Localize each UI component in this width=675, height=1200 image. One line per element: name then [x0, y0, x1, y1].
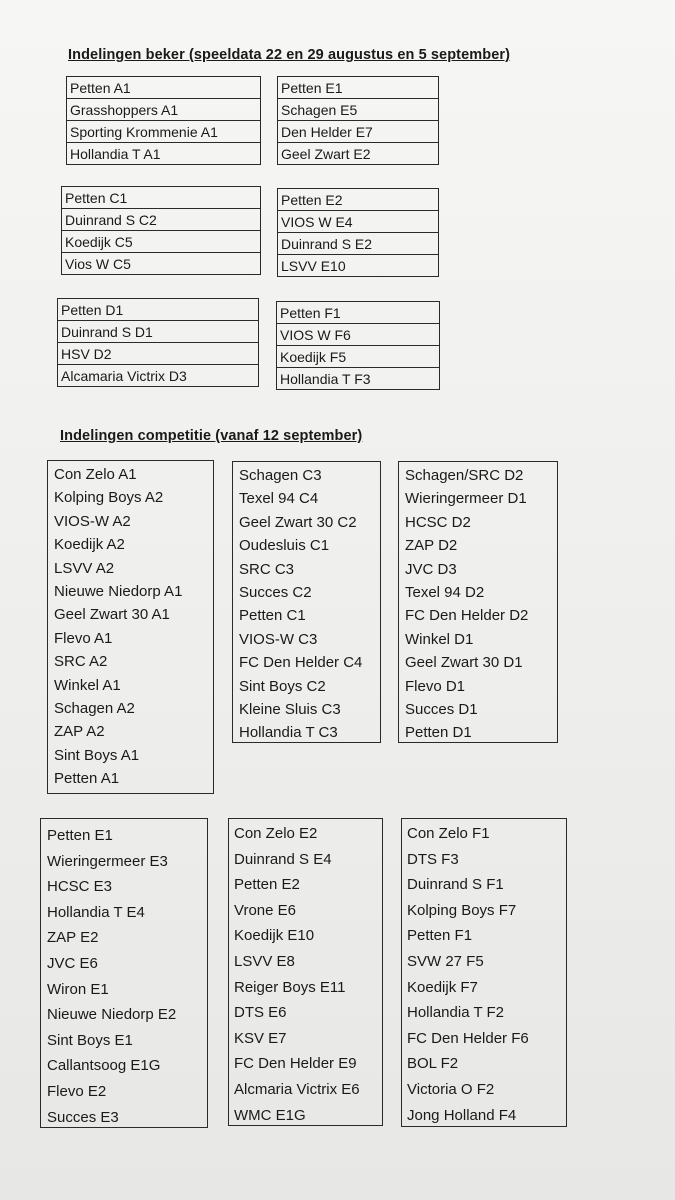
competitie-group-d — [398, 461, 558, 743]
team-name: DTS E6 — [234, 1004, 287, 1022]
team-name: Petten F1 — [277, 302, 440, 324]
team-row — [67, 77, 261, 99]
team-row — [278, 233, 439, 255]
team-name: Schagen C3 — [239, 467, 322, 484]
team-name: Vios W C5 — [62, 253, 261, 275]
team-name: VIOS W F6 — [277, 324, 440, 346]
team-name: Koedijk A2 — [54, 536, 125, 554]
team-name: Flevo D1 — [405, 677, 466, 695]
team-name: Petten D1 — [405, 724, 472, 742]
team-name: Koedijk C5 — [62, 231, 261, 253]
team-name: Sint Boys E1 — [47, 1031, 133, 1049]
team-name: HCSC D2 — [405, 513, 471, 531]
team-name: Kleine Sluis C3 — [239, 701, 341, 719]
team-name: Geel Zwart 30 D1 — [405, 654, 523, 672]
team-name: Jong Holland F4 — [407, 1106, 517, 1124]
team-name: Succes D1 — [405, 701, 478, 719]
team-name: Flevo E2 — [47, 1082, 107, 1100]
team-row — [278, 255, 439, 277]
team-name: Winkel A1 — [54, 676, 121, 694]
team-name: Nieuwe Niedorp A1 — [54, 583, 183, 601]
team-name: LSVV E8 — [234, 952, 295, 970]
team-name: Wiron E1 — [47, 980, 109, 998]
team-row — [58, 343, 259, 365]
team-name: FC Den Helder D2 — [405, 607, 529, 625]
team-row — [277, 302, 440, 324]
beker-group-1 — [66, 76, 261, 165]
team-name: Petten E2 — [278, 189, 439, 211]
team-name: Schagen A2 — [54, 700, 135, 718]
team-name: Victoria O F2 — [407, 1080, 495, 1098]
team-name: Hollandia T F3 — [277, 368, 440, 390]
team-name: LSVV A2 — [54, 559, 115, 577]
competitie-group-e2 — [228, 818, 383, 1126]
team-row — [67, 121, 261, 143]
team-name: DTS F3 — [407, 850, 459, 868]
team-name: Duinrand S C2 — [62, 209, 261, 231]
heading-beker: Indelingen beker (speeldata 22 en 29 augustus en 5 september) — [68, 47, 511, 63]
team-name: Hollandia T E4 — [47, 903, 145, 921]
team-name: Kolping Boys A2 — [54, 489, 164, 507]
team-name: Petten E1 — [47, 827, 113, 844]
beker-group-6 — [276, 301, 440, 390]
team-name: Sint Boys C2 — [239, 677, 326, 695]
competitie-group-f — [401, 818, 567, 1127]
team-row — [62, 187, 261, 209]
team-name: Koedijk F5 — [277, 346, 440, 368]
team-name: FC Den Helder C4 — [239, 654, 363, 672]
team-row — [58, 299, 259, 321]
team-name: Texel 94 C4 — [239, 490, 319, 508]
team-name: Geel Zwart 30 A1 — [54, 606, 170, 624]
team-row — [278, 189, 439, 211]
team-name: BOL F2 — [407, 1055, 459, 1073]
team-row — [278, 211, 439, 233]
team-name: Con Zelo F1 — [407, 825, 490, 842]
team-name: JVC E6 — [47, 954, 98, 972]
beker-group-3 — [61, 186, 261, 275]
team-name: SRC A2 — [54, 653, 108, 671]
team-name: Flevo A1 — [54, 629, 113, 647]
team-row — [62, 209, 261, 231]
beker-group-4 — [277, 188, 439, 277]
team-name: Hollandia T C3 — [239, 724, 338, 742]
competitie-group-c — [232, 461, 381, 743]
team-row — [278, 99, 439, 121]
team-name: Koedijk E10 — [234, 927, 315, 945]
team-name: Wieringermeer D1 — [405, 490, 527, 508]
heading-competitie: Indelingen competitie (vanaf 12 september) — [60, 428, 363, 444]
team-name: WMC E1G — [234, 1106, 306, 1124]
team-name: JVC D3 — [405, 560, 457, 578]
competitie-group-e1 — [40, 818, 208, 1128]
team-name: Petten C1 — [62, 187, 261, 209]
team-name: SRC C3 — [239, 560, 295, 578]
team-row — [277, 324, 440, 346]
team-name: Duinrand S F1 — [407, 876, 504, 894]
team-name: ZAP A2 — [54, 723, 105, 741]
team-name: Schagen E5 — [278, 99, 439, 121]
team-name: Winkel D1 — [405, 630, 474, 648]
team-name: LSVV E10 — [278, 255, 439, 277]
team-row — [58, 321, 259, 343]
team-name: HCSC E3 — [47, 878, 113, 896]
team-row — [278, 77, 439, 99]
team-name: Duinrand S E2 — [278, 233, 439, 255]
competitie-group-a — [47, 460, 214, 794]
team-row — [58, 365, 259, 387]
team-row — [62, 231, 261, 253]
team-name: Alcamaria Victrix D3 — [58, 365, 259, 387]
team-row — [277, 368, 440, 390]
team-row — [62, 253, 261, 275]
team-name: Kolping Boys F7 — [407, 901, 517, 919]
team-name: Grasshoppers A1 — [67, 99, 261, 121]
team-name: Hollandia T F2 — [407, 1004, 505, 1022]
team-name: Nieuwe Niedorp E2 — [47, 1006, 177, 1024]
team-name: VIOS W E4 — [278, 211, 439, 233]
team-name: FC Den Helder F6 — [407, 1029, 529, 1047]
team-name: FC Den Helder E9 — [234, 1055, 357, 1073]
team-name: Petten C1 — [239, 607, 306, 625]
beker-group-5 — [57, 298, 259, 387]
team-name: Con Zelo A1 — [54, 466, 137, 483]
team-name: Reiger Boys E11 — [234, 978, 346, 996]
team-name: Duinrand S D1 — [58, 321, 259, 343]
team-name: Petten A1 — [67, 77, 261, 99]
team-name: VIOS-W A2 — [54, 512, 131, 530]
team-name: Geel Zwart 30 C2 — [239, 513, 357, 531]
team-name: Petten E1 — [278, 77, 439, 99]
team-name: Hollandia T A1 — [67, 143, 261, 165]
team-name: Den Helder E7 — [278, 121, 439, 143]
team-name: Sint Boys A1 — [54, 746, 140, 764]
team-name: SVW 27 F5 — [407, 952, 484, 970]
team-name: Koedijk F7 — [407, 978, 478, 996]
team-name: Alcmaria Victrix E6 — [234, 1080, 360, 1098]
team-name: Duinrand S E4 — [234, 850, 332, 868]
team-name: Vrone E6 — [234, 901, 296, 919]
team-row — [67, 99, 261, 121]
team-row — [67, 143, 261, 165]
team-name: HSV D2 — [58, 343, 259, 365]
team-name: Sporting Krommenie A1 — [67, 121, 261, 143]
team-name: Geel Zwart E2 — [278, 143, 439, 165]
team-name: Petten D1 — [58, 299, 259, 321]
team-name: Wieringermeer E3 — [47, 852, 168, 870]
team-name: ZAP D2 — [405, 537, 458, 555]
beker-group-2 — [277, 76, 439, 165]
team-name: Petten E2 — [234, 876, 300, 894]
team-name: Succes E3 — [47, 1108, 119, 1126]
team-name: ZAP E2 — [47, 929, 99, 947]
team-name: Petten F1 — [407, 927, 473, 945]
team-row — [278, 121, 439, 143]
team-name: KSV E7 — [234, 1029, 287, 1047]
team-name: Succes C2 — [239, 584, 312, 602]
team-name: Petten A1 — [54, 770, 120, 788]
team-name: Con Zelo E2 — [234, 825, 318, 842]
team-name: Texel 94 D2 — [405, 584, 485, 602]
team-name: Oudesluis C1 — [239, 537, 330, 555]
team-name: Schagen/SRC D2 — [405, 467, 524, 484]
team-row — [277, 346, 440, 368]
team-row — [278, 143, 439, 165]
team-name: VIOS-W C3 — [239, 630, 318, 648]
team-name: Callantsoog E1G — [47, 1057, 161, 1075]
